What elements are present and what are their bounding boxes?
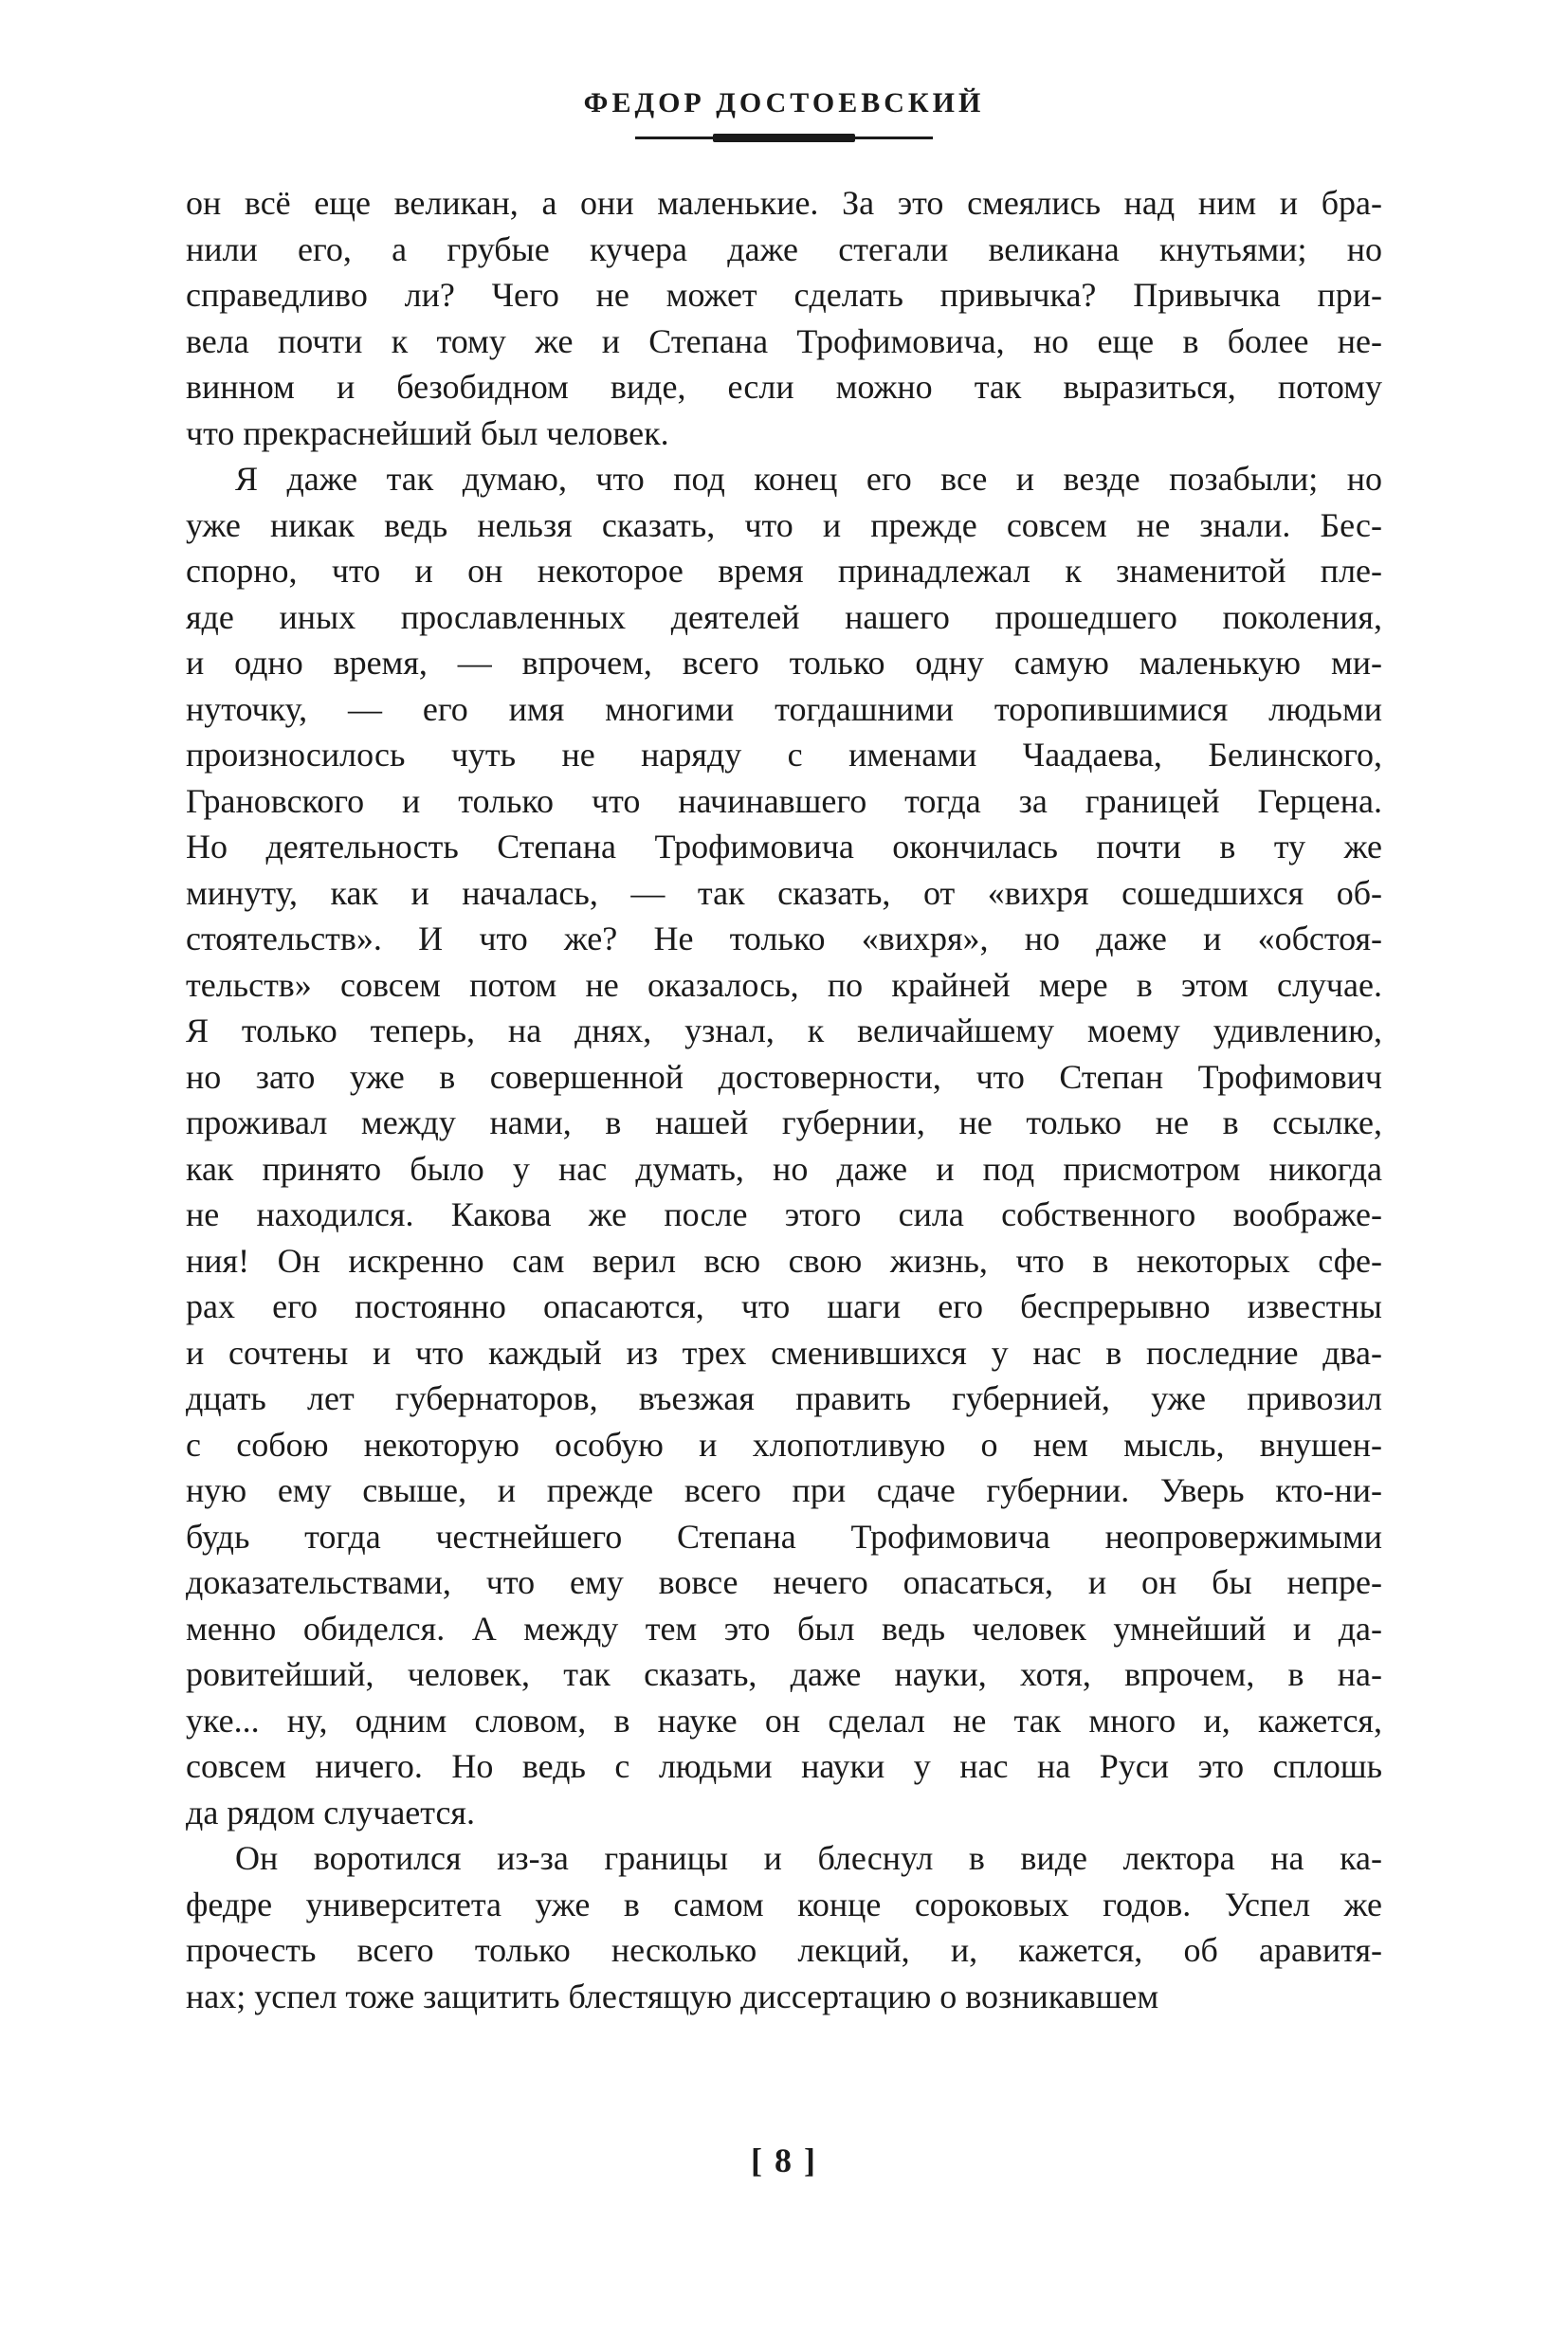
text-line: винном и безобидном виде, если можно так выразиться, потому [186, 368, 1382, 406]
text-line: совсем ничего. Но ведь с людьми науки у нас на Руси это сплошь [186, 1747, 1382, 1785]
text-line: Я только теперь, на днях, узнал, к величайшему моему удивлению, [186, 1011, 1382, 1049]
text-line: что прекраснейший был человек. [186, 413, 669, 452]
text-line: нах; успел тоже защитить блестящую диссертацию о возникавшем [186, 1977, 1159, 2015]
text-line: будь тогда честнейшего Степана Трофимовича неопровержимыми [186, 1517, 1382, 1556]
text-line: минуту, как и началась, — так сказать, от «вихря сошедшихся об- [186, 873, 1382, 912]
text-line: федре университета уже в самом конце сороковых годов. Успел же [186, 1885, 1382, 1923]
text-line: доказательствами, что ему вовсе нечего опасаться, и он бы непре- [186, 1563, 1382, 1601]
text-line: он всё еще великан, а они маленькие. За это смеялись над ним и бра- [186, 184, 1382, 222]
text-line: спорно, что и он некоторое время принадлежал к знаменитой пле- [186, 552, 1382, 590]
paragraph [186, 456, 1382, 1835]
paragraph [186, 1835, 1382, 2019]
paragraph [186, 180, 1382, 456]
text-line: проживал между нами, в нашей губернии, не только не в ссылке, [186, 1103, 1382, 1141]
text-line: нуточку, — его имя многими тогдашними торопившимися людьми [186, 689, 1382, 728]
text-line: яде иных прославленных деятелей нашего прошедшего поколения, [186, 597, 1382, 636]
text-line: с собою некоторую особую и хлопотливую о нем мысль, внушен- [186, 1425, 1382, 1464]
text-line: ную ему свыше, и прежде всего при сдаче губернии. Уверь кто-ни- [186, 1471, 1382, 1509]
text-line: тельств» совсем потом не оказалось, по крайней мере в этом случае. [186, 965, 1382, 1004]
text-line: да рядом случается. [186, 1793, 475, 1832]
text-line: и сочтены и что каждый из трех сменившихся у нас в последние два- [186, 1333, 1382, 1372]
page-number: [ 8 ] [751, 2141, 817, 2179]
text-line: и одно время, — впрочем, всего только одну самую маленькую ми- [186, 644, 1382, 682]
text-line: Я даже так думаю, что под конец его все и везде позабыли; но [235, 460, 1382, 498]
text-line: дцать лет губернаторов, въезжая править губернией, уже привозил [186, 1379, 1382, 1417]
text-line: но зато уже в совершенной достоверности, что Степан Трофимович [186, 1057, 1382, 1096]
body-text [186, 180, 1382, 2019]
text-line: стоятельств». И что же? Не только «вихря», но даже и «обстоя- [186, 920, 1382, 957]
running-header: ФЕДОР ДОСТОЕВСКИЙ [583, 87, 985, 118]
text-line: Но деятельность Степана Трофимовича окончилась почти в ту же [186, 828, 1382, 866]
text-line: справедливо ли? Чего не может сделать привычка? Привычка при- [186, 276, 1382, 314]
text-line: уже никак ведь нельзя сказать, что и прежде совсем не знали. Бес- [186, 505, 1382, 544]
text-line: ровитейший, человек, так сказать, даже науки, хотя, впрочем, в на- [186, 1655, 1382, 1693]
header-rule-ornament [713, 134, 855, 142]
text-line: нили его, а грубые кучера даже стегали великана кнутьями; но [186, 229, 1382, 268]
text-line: Он воротился из-за границы и блеснул в виде лектора на ка- [235, 1839, 1382, 1877]
text-line: как принято было у нас думать, но даже и под присмотром никогда [186, 1149, 1382, 1188]
text-line: вела почти к тому же и Степана Трофимовича, но еще в более не- [186, 321, 1382, 360]
text-line: менно обиделся. А между тем это был ведь человек умнейший и да- [186, 1609, 1382, 1648]
text-line: Грановского и только что начинавшего тогда за границей Герцена. [186, 781, 1382, 820]
text-line: рах его постоянно опасаются, что шаги его беспрерывно известны [186, 1287, 1382, 1325]
text-line: уке... ну, одним словом, в науке он сделал не так много и, кажется, [186, 1701, 1382, 1740]
text-line: произносилось чуть не наряду с именами Чаадаева, Белинского, [186, 736, 1382, 774]
text-line: не находился. Какова же после этого сила собственного воображе- [186, 1195, 1382, 1233]
text-line: ния! Он искренно сам верил всю свою жизнь, что в некоторых сфе- [186, 1241, 1382, 1280]
text-line: прочесть всего только несколько лекций, и, кажется, об аравитя- [186, 1931, 1382, 1969]
